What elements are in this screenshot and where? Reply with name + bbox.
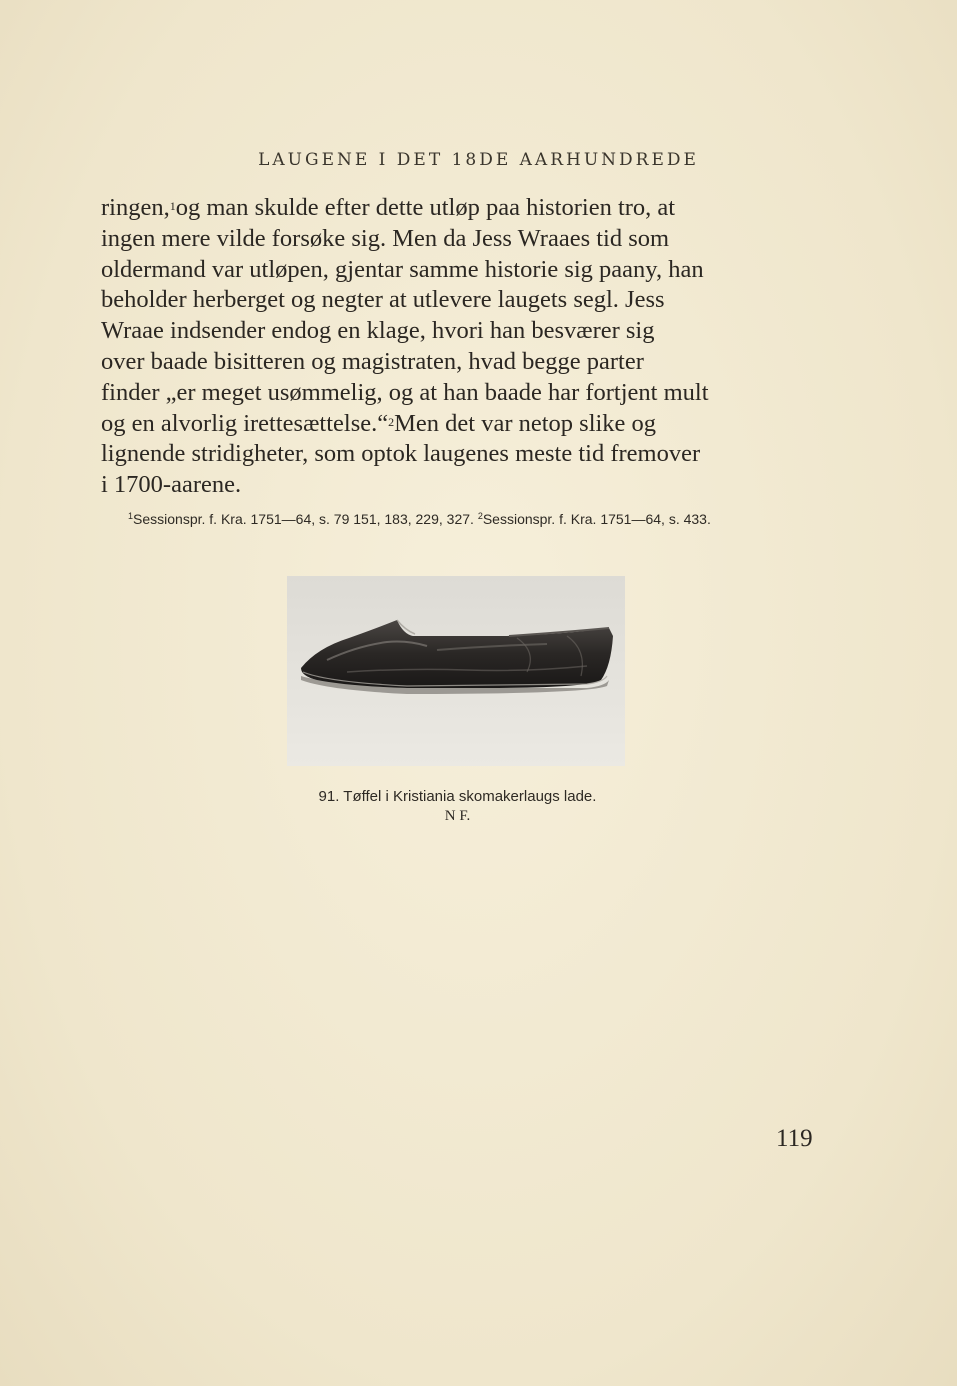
slipper-photo bbox=[287, 576, 625, 766]
text-line bbox=[101, 224, 817, 255]
page-number: 119 bbox=[776, 1125, 813, 1152]
text-line-content: lignende stridigheter, som optok laugenes meste tid fremover bbox=[101, 440, 701, 468]
text-line bbox=[101, 285, 817, 316]
figure-caption: 91. Tøffel i Kristiania skomakerlaugs lade. bbox=[318, 788, 597, 805]
text-line bbox=[101, 409, 817, 440]
text-line bbox=[101, 255, 817, 286]
text-line-content: i 1700-aarene. bbox=[101, 471, 242, 499]
text-line bbox=[101, 470, 817, 501]
text-line-content: ringen,$^1$og man skulde efter dette utløp paa historien tro, at bbox=[101, 194, 676, 221]
text-line-content: finder „er meget usømmelig, og at han baade har fortjent mult bbox=[101, 378, 709, 406]
running-head: LAUGENE I DET 18DE AARHUNDREDE bbox=[258, 150, 699, 170]
slipper-illustration bbox=[287, 576, 625, 766]
figure-credit: N F. bbox=[444, 808, 471, 824]
text-line-content: beholder herberget og negter at utlevere laugets segl. Jess bbox=[101, 286, 665, 314]
text-line-content: ingen mere vilde forsøke sig. Men da Jess Wraaes tid som bbox=[101, 224, 670, 252]
text-line-content: Wraae indsender endog en klage, hvori han besværer sig bbox=[101, 317, 655, 345]
footnote-mark-2: 2 bbox=[477, 511, 483, 521]
text-line bbox=[101, 378, 817, 409]
text-line bbox=[101, 316, 817, 347]
footnote-ref-2: 2 bbox=[388, 414, 395, 429]
text-line-content: og en alvorlig irettesættelse.“$^2$Men det var netop slike og bbox=[101, 409, 657, 437]
footnote-ref-1: 1 bbox=[169, 199, 176, 213]
footnotes bbox=[128, 511, 828, 527]
body-text bbox=[101, 193, 817, 501]
footnote-1: Sessionspr. f. Kra. 1751—64, s. 79 151, 183, 229, 327. bbox=[133, 511, 474, 527]
text-line bbox=[101, 439, 817, 470]
text-line-content: over baade bisitteren og magistraten, hvad begge parter bbox=[101, 347, 644, 375]
footnote-mark-1: 1 bbox=[128, 511, 134, 521]
text-line bbox=[101, 347, 817, 378]
footnote-2: Sessionspr. f. Kra. 1751—64, s. 433. bbox=[482, 511, 711, 527]
text-line-content: oldermand var utløpen, gjentar samme historie sig paany, han bbox=[101, 255, 704, 283]
text-line bbox=[101, 193, 817, 224]
